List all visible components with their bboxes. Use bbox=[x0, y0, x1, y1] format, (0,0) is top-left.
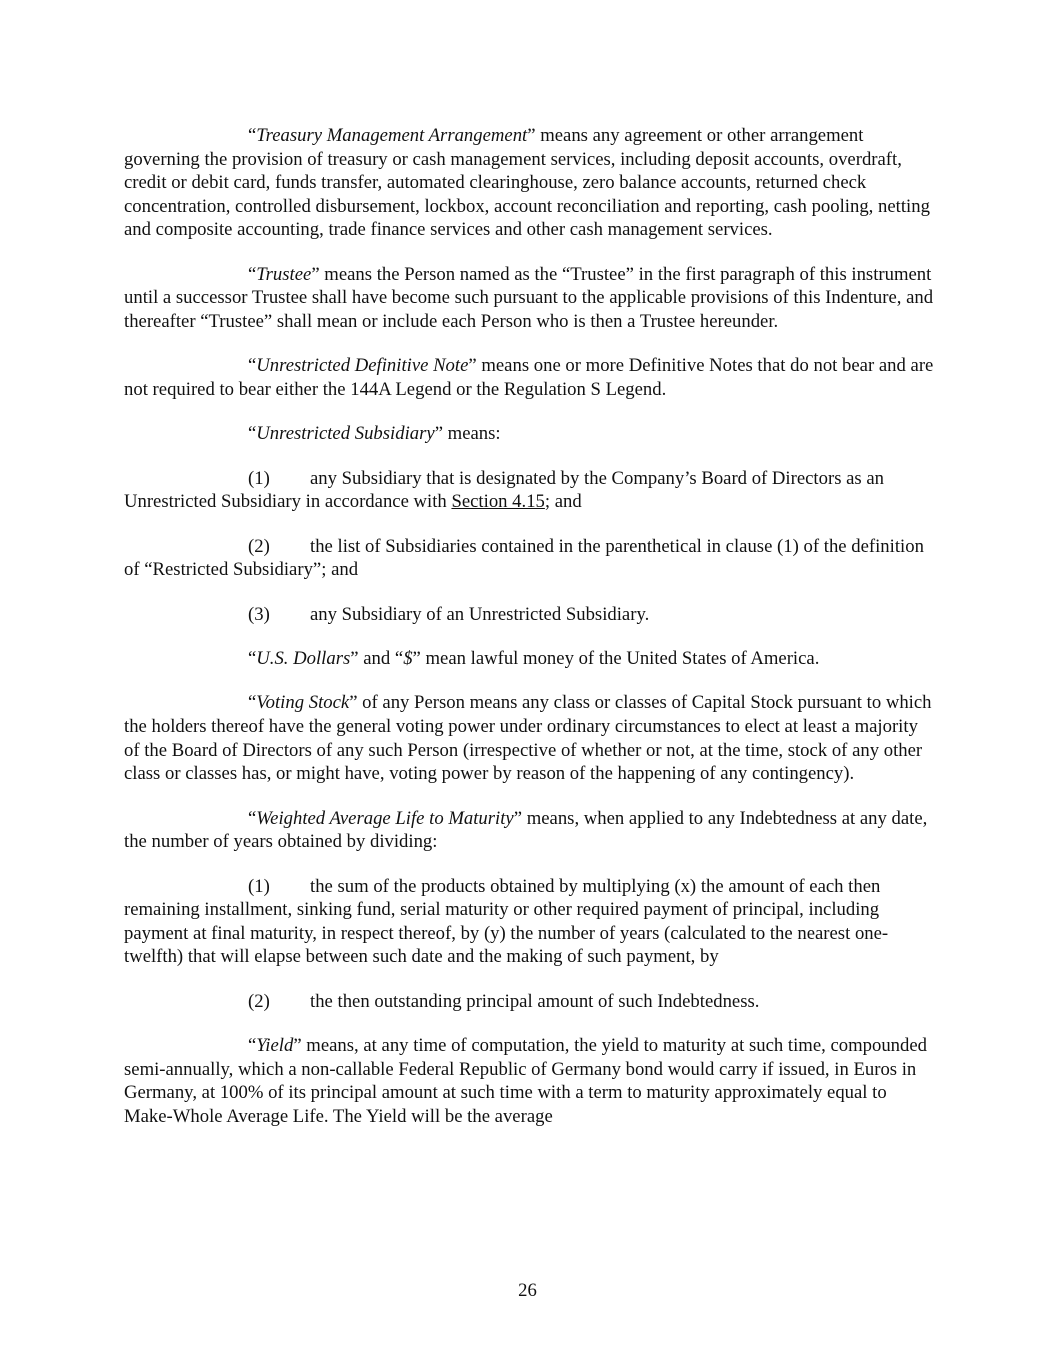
definition-text: ” means, at any time of computation, the yield to maturity at such time, compounded semi-annually, which a non-callable Federal Republic of Germany bond would carry if issued, in Euros in Germany, at 100% of its principal amount at such time with a term to maturity approximately equal to Make-Whole Average Life. The Yield will be the average bbox=[124, 1035, 927, 1127]
defined-term-symbol: $ bbox=[403, 648, 413, 670]
definition-trustee: “Trustee” means the Person named as the “Trustee” in the first paragraph of this instrument until a successor Trustee shall have become such pursuant to the applicable provisions of this Indenture, and thereafter “Trustee” shall mean or include each Person who is then a Trustee hereunder. bbox=[124, 263, 934, 332]
definition-text: ” means the Person named as the “Trustee” in the first paragraph of this instrument until a successor Trustee shall have become such pursuant to the applicable provisions of this Indenture, and thereafter “Trustee” shall mean or include each Person who is then a Trustee hereunder. bbox=[124, 263, 934, 332]
definition-text: ” means any agreement or other arrangement governing the provision of treasury or cash management services, including deposit accounts, overdraft, credit or debit card, funds transfer, automated clearinghouse, zero balance accounts, returned check concentration, controlled disbursement, lockbox, account reconciliation and reporting, cash pooling, netting and composite accounting, trade finance services and other cash management services. bbox=[124, 125, 930, 241]
definition-text: ” of any Person means any class or classes of Capital Stock pursuant to which the holders thereof have the general voting power under ordinary circumstances to elect at least a majority of the Board of Directors of any such Person (irrespective of whether or not, at the time, stock of any other class or classes has, or might have, voting power by reason of the happening of any contingency). bbox=[124, 692, 932, 785]
clause-text: any Subsidiary of an Unrestricted Subsidiary. bbox=[310, 603, 650, 625]
clause-item bbox=[124, 990, 934, 1014]
definition-text: ” means: bbox=[434, 423, 501, 445]
clause-number: (1) bbox=[248, 467, 270, 489]
defined-term: Voting Stock bbox=[256, 692, 350, 714]
defined-term: Trustee bbox=[256, 263, 312, 285]
defined-term: Yield bbox=[256, 1035, 294, 1057]
definition-yield: “Yield” means, at any time of computation, the yield to maturity at such time, compounded semi-annually, which a non-callable Federal Republic of Germany bond would carry if issued, in Euros in Germany, at 100% of its principal amount at such time with a term to maturity approximately equal to Make-Whole Average Life. The Yield will be the average bbox=[124, 1035, 927, 1127]
clause-item bbox=[124, 875, 934, 969]
definition-text: ” means, when applied to any Indebtedness at any date, the number of years obtained by dividing: bbox=[124, 807, 928, 853]
clause-text: the list of Subsidiaries contained in the parenthetical in clause (1) of the definition of “Restricted Subsidiary”; and bbox=[124, 535, 924, 581]
definition-voting-stock: “Voting Stock” of any Person means any class or classes of Capital Stock pursuant to which the holders thereof have the general voting power under ordinary circumstances to elect at least a majority of the Board of Directors of any such Person (irrespective of whether or not, at the time, stock of any other class or classes has, or might have, voting power by reason of the happening of any contingency). bbox=[124, 692, 932, 785]
defined-term: Weighted Average Life to Maturity bbox=[256, 807, 514, 829]
clause-text: the then outstanding principal amount of such Indebtedness. bbox=[310, 990, 760, 1012]
clause-item bbox=[124, 467, 934, 514]
clause-number: (2) bbox=[248, 535, 270, 557]
clause-text: the sum of the products obtained by multiplying (x) the amount of each then remaining installment, sinking fund, serial maturity or other required payment of principal, including payment at final maturity, in respect thereof, by (y) the number of years (calculated to the nearest one-twelfth) that will elapse between such date and the making of such payment, by bbox=[124, 875, 889, 968]
definition-unrestricted-definitive-note: “Unrestricted Definitive Note” means one or more Definitive Notes that do not bear and are not required to bear either the 144A Legend or the Regulation S Legend. bbox=[124, 355, 934, 400]
definition-connector: ” and “ bbox=[350, 648, 404, 670]
clause-number: (3) bbox=[248, 603, 270, 625]
defined-term: Unrestricted Subsidiary bbox=[256, 423, 435, 445]
clause-item bbox=[124, 603, 934, 627]
clause-number: (1) bbox=[248, 875, 270, 897]
defined-term: Unrestricted Definitive Note bbox=[256, 355, 469, 377]
defined-term: U.S. Dollars bbox=[256, 648, 351, 670]
definition-text: ” means one or more Definitive Notes that do not bear and are not required to bear either the 144A Legend or the Regulation S Legend. bbox=[124, 355, 934, 400]
section-reference-link[interactable]: Section 4.15 bbox=[451, 491, 545, 513]
clause-item bbox=[124, 535, 934, 582]
definition-us-dollars: “U.S. Dollars” and “$” mean lawful money of the United States of America. bbox=[248, 648, 820, 670]
definition-unrestricted-subsidiary: “Unrestricted Subsidiary” means: bbox=[248, 423, 501, 445]
definition-weighted-average-life: “Weighted Average Life to Maturity” means, when applied to any Indebtedness at any date, the number of years obtained by dividing: bbox=[124, 807, 928, 853]
document-body bbox=[124, 124, 934, 1129]
definition-treasury-management-arrangement: “Treasury Management Arrangement” means any agreement or other arrangement governing the provision of treasury or cash management services, including deposit accounts, overdraft, credit or debit card, funds transfer, automated clearinghouse, zero balance accounts, returned check concentration, controlled disbursement, lockbox, account reconciliation and reporting, cash pooling, netting and composite accounting, trade finance services and other cash management services. bbox=[124, 125, 930, 241]
defined-term: Treasury Management Arrangement bbox=[256, 125, 528, 146]
clause-text: any Subsidiary that is designated by the Company’s Board of Directors as an Unrestricted Subsidiary in accordance with bbox=[124, 467, 885, 513]
definition-text: ” mean lawful money of the United States of America. bbox=[412, 648, 820, 670]
page-number: 26 bbox=[518, 1280, 537, 1301]
clause-text-tail: ; and bbox=[544, 491, 582, 513]
clause-number: (2) bbox=[248, 990, 270, 1012]
